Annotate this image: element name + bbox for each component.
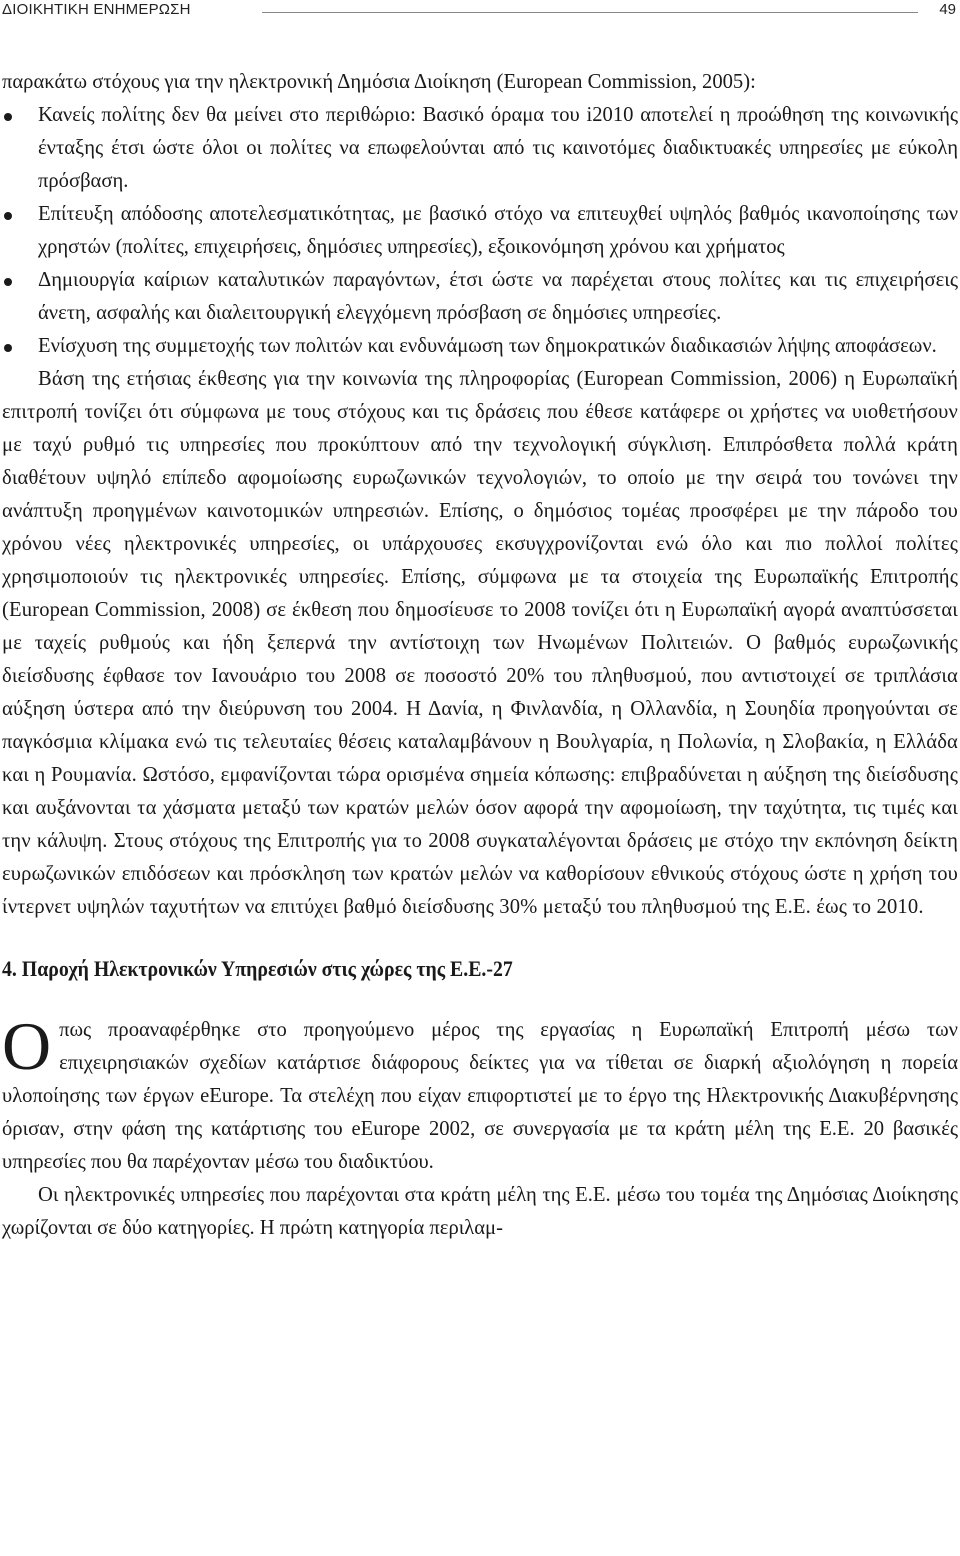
list-item-text: Επίτευξη απόδοσης αποτελεσματικότητας, με βασικό στόχο να επιτευχθεί υψηλός βαθμός ικανοποίησης των χρηστών (πολίτες, επιχειρήσεις, δημόσιες υπηρεσίες), εξοικονόμηση χρόνου και χρήματος <box>38 203 958 258</box>
list-item-text: Δημιουργία καίριων καταλυτικών παραγόντων, έτσι ώστε να παρέχεται στους πολίτες και τις επιχειρήσεις άνετη, ασφαλής και διαλειτουργική ελεγχόμενη πρόσβαση σε δημόσιες υπηρεσίες. <box>38 269 958 324</box>
section-paragraph: πως προαναφέρθηκε στο προηγούμενο μέρος της εργασίας η Ευρωπαϊκή Επιτροπή μέσω των επιχειρησιακών σχεδίων κατάρτισε διάφορους δείκτες για να τίθεται σε διαρκή αξιολόγηση η πορεία υλοποίησης των έργων eEurope. Τα στελέχη που είχαν επιφορτιστεί με το έργο της Ηλεκτρονικής Διακυβέρνησης όρισαν, στην φάση της κατάρτισης του eEurope 2002, σε συνεργασία με τα κράτη μέλη της Ε.Ε. 20 βασικές υπηρεσίες που θα παρέχονταν μέσω του διαδικτύου. <box>2 1019 958 1173</box>
list-item <box>2 264 958 330</box>
running-header <box>0 0 960 24</box>
section-body <box>2 1008 958 1179</box>
intro-paragraph: παρακάτω στόχους για την ηλεκτρονική Δημόσια Διοίκηση (European Commission, 2005): <box>2 71 756 93</box>
drop-cap: Ο <box>2 1008 52 1084</box>
header-rule <box>262 12 918 13</box>
bullet-icon <box>4 344 12 352</box>
bullet-icon <box>4 278 12 286</box>
page-number: 49 <box>939 1 956 18</box>
body-paragraph: Βάση της ετήσιας έκθεσης για την κοινωνία της πληροφορίας (European Commission, 2006) η Ευρωπαϊκή επιτροπή τονίζει ότι σύμφωνα με τους στόχους και τις δράσεις που έθεσε κατάφερε οι χρήστες να υιοθετήσουν με ταχύ ρυθμό τις υπηρεσίες που προκύπτουν από την τεχνολογική σύγκλιση. Επιπρόσθετα πολλά κράτη διαθέτουν υψηλό επίπεδο αφομοίωσης ευρωζωνικών τεχνολογιών, το οποίο με την σειρά του τονώνει την ανάπτυξη προηγμένων καινοτομικών υπηρεσιών. Επίσης, ο δημόσιος τομέας προσφέρει με την πάροδο του χρόνου νέες ηλεκτρονικές υπηρεσίες, οι υπάρχουσες εκσυγχρονίζονται ενώ όλο και πιο πολλοί πολίτες χρησιμοποιούν τις ηλεκτρονικές υπηρεσίες. Επίσης, σύμφωνα με τα στοιχεία της Ευρωπαϊκής Επιτροπής (European Commission, 2008) σε έκθεση που δημοσίευσε το 2008 τονίζει ότι η Ευρωπαϊκή αγορά αναπτύσσεται με ταχείς ρυθμούς και ήδη ξεπερνά την αντίστοιχη των Ηνωμένων Πολιτειών. Ο βαθμός ευρωζωνικής διείσδυσης έφθασε τον Ιανουάριο του 2008 σε ποσοστό 20% του πληθυσμού, που αντιστοιχεί σε τριπλάσια αύξηση ύστερα από την διεύρυνση του 2004. Η Δανία, η Φινλανδία, η Ολλανδία, η Σουηδία προηγούνται σε παγκόσμια κλίμακα ενώ τις τελευταίες θέσεις καταλαμβάνουν η Βουλγαρία, η Πολωνία, η Σλοβακία, η Ελλάδα και η Ρουμανία. Ωστόσο, εμφανίζονται τώρα ορισμένα σημεία κόπωσης: επιβραδύνεται η αύξηση της διείσδυσης και αυξάνονται τα χάσματα μεταξύ των κρατών μελών όσον αφορά την αφομοίωση, την ταχύτητα, τις τιμές και την κάλυψη. Στους στόχους της Επιτροπής για το 2008 συγκαταλέγονται δράσεις με στόχο την εκπόνηση δείκτη ευρωζωνικών επιδόσεων και πρόσκληση των κρατών μελών να καθορίσουν εθνικούς στόχους ώστε η χρήση του ίντερνετ υψηλών ταχυτήτων να επιτύχει βαθμό διείσδυσης 30% μεταξύ του πληθυσμού της Ε.Ε. έως το 2010. <box>2 368 958 918</box>
section-heading: 4. Παροχή Ηλεκτρονικών Υπηρεσιών στις χώρες της Ε.Ε.-27 <box>2 956 513 981</box>
list-item <box>2 330 958 363</box>
bullet-icon <box>4 113 12 121</box>
list-item <box>2 198 958 264</box>
section-paragraph-2: Οι ηλεκτρονικές υπηρεσίες που παρέχονται στα κράτη μέλη της Ε.Ε. μέσω του τομέα της Δημόσιας Διοίκησης χωρίζονται σε δύο κατηγορίες. Η πρώτη κατηγορία περιλαμ- <box>2 1184 958 1239</box>
page-body <box>2 66 958 1245</box>
list-item <box>2 99 958 198</box>
bullet-icon <box>4 212 12 220</box>
journal-title: ΔΙΟΙΚΗΤΙΚΗ ΕΝΗΜΕΡΩΣΗ <box>2 1 191 18</box>
list-item-text: Ενίσχυση της συμμετοχής των πολιτών και ενδυνάμωση των δημοκρατικών διαδικασιών λήψης αποφάσεων. <box>38 335 937 357</box>
list-item-text: Κανείς πολίτης δεν θα μείνει στο περιθώριο: Βασικό όραμα του i2010 αποτελεί η προώθηση της κοινωνικής ένταξης έτσι ώστε όλοι οι πολίτες να επωφελούνται από τις καινοτόμες διαδικτυακές υπηρεσίες με εύκολη πρόσβαση. <box>38 104 958 192</box>
goals-list <box>2 99 958 363</box>
